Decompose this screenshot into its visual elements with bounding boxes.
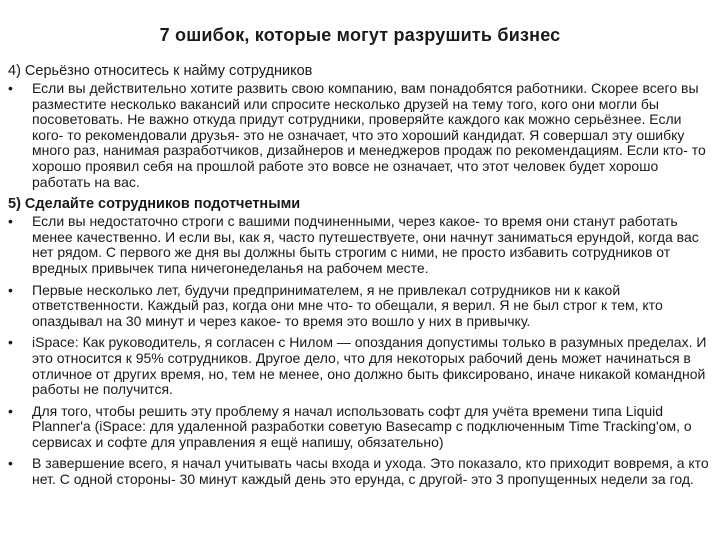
bullet-text: В завершение всего, я начал учитывать часы входа и ухода. Это показало, кто приходит вовремя, а кто нет. С одной стороны- 30 минут каждый день это ерунда, с другой- это 3 пропущенных недели за год. [32, 455, 709, 488]
bullet-list-accountability [8, 214, 712, 488]
slide-content [8, 63, 712, 494]
bullet-marker: • [8, 334, 13, 351]
bullet-text: Если вы недостаточно строги с вашими подчиненными, через какое- то время они станут работать менее качественно. И если вы, как я, часто путешествуете, они начнут заниматься ерундой, когда вас нет рядом. С первого же дня вы должны быть строгим с ними, не просто избавить сотрудников от вредных привычек типа ничегонеделанья на рабочем месте. [32, 213, 699, 276]
bullet-text: Для того, чтобы решить эту проблему я начал использовать софт для учёта времени типа Liquid Planner'a (iSpace: для удаленной разработки советую Basecamp с подключенным Time Tracking'ом, о сервисах и софте для управления я ещё напишу, обязательно) [32, 402, 692, 450]
section-heading-accountability: 5) Сделайте сотрудников подотчетными [8, 196, 301, 213]
bullet-marker: • [8, 80, 13, 96]
slide-title: 7 ошибок, которые могут разрушить бизнес [159, 25, 561, 45]
bullet-text: Первые несколько лет, будучи предпринимателем, я не привлекал сотрудников ни к какой ответственности. Каждый раз, когда они мне что- то обещали, я верил. Я не был строг к тем, кто опаздывал на 30 минут и через какое- то время это вошло у них в привычку. [32, 281, 663, 329]
bullet-marker: • [8, 455, 13, 472]
bullet-marker: • [8, 402, 13, 419]
bullet-item [8, 283, 712, 330]
bullet-marker: • [8, 213, 13, 230]
bullet-item [8, 335, 712, 397]
bullet-text: Если вы действительно хотите развить свою компанию, вам понадобятся работники. Скорее всего вы разместите несколько вакансий или спросите несколько друзей на тему того, кого они могли бы посоветовать. Не важно откуда придут сотрудники, проверяйте каждого как можно серьёзнее. Если кого- то рекомендовали друзья- это не означает, что это хороший кандидат. Я совершал эту ошибку много раз, нанимая разработчиков, дизайнеров и менеджеров продаж по рекомендациям. Если кто- то хорошо проявил себя на прошлой работе это вовсе не означает, что этот человек будет хорошо работать на вас. [32, 80, 706, 190]
bullet-item [8, 214, 712, 276]
bullet-item [8, 456, 712, 487]
section-heading-hiring: 4) Серьёзно относитесь к найму сотрудников [8, 63, 313, 79]
bullet-marker: • [8, 281, 13, 298]
bullet-list-hiring [8, 81, 712, 190]
bullet-item [8, 404, 712, 451]
bullet-item [8, 81, 712, 190]
bullet-text: iSpace: Как руководитель, я согласен с Нилом — опоздания допустимы только в разумных пределах. И это относится к 95% сотрудников. Другое дело, что для некоторых рабочий день может начинаться в отличное от других время, но, тем не менее, оно должно быть фиксировано, иначе никакой командной работы не получится. [32, 334, 707, 398]
